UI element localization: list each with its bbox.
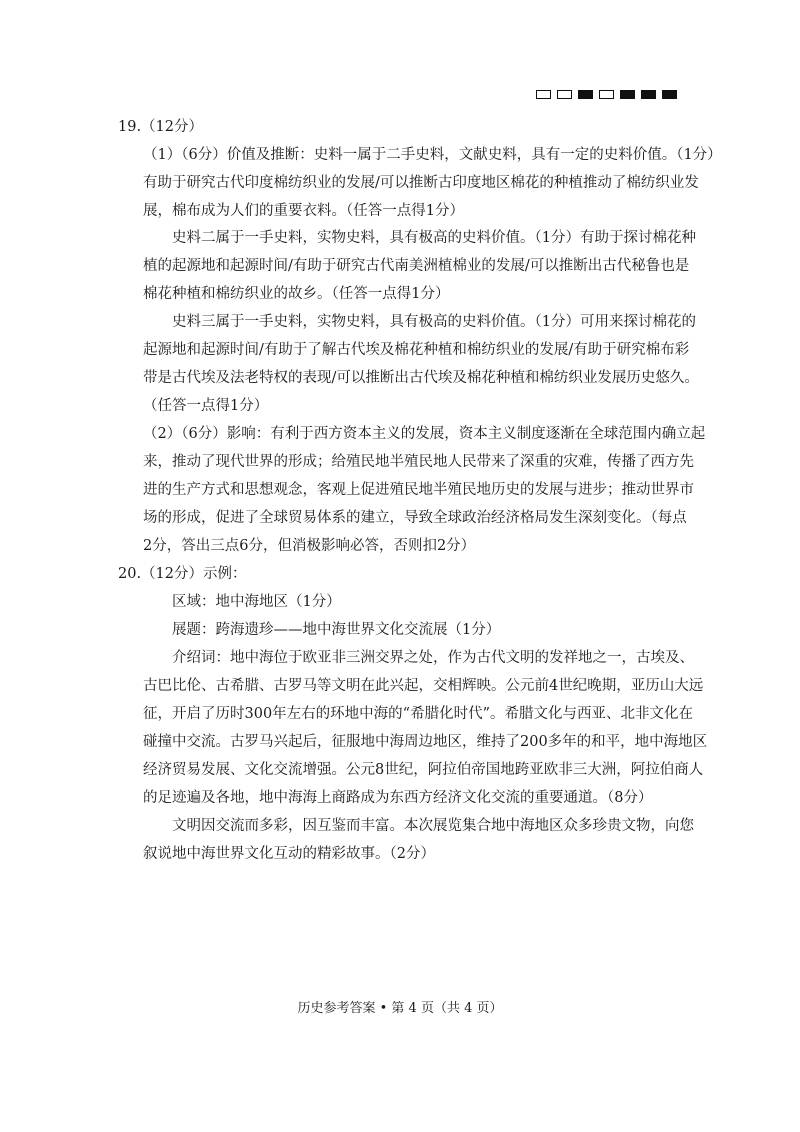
corner-mark-filled	[641, 90, 656, 99]
q20-intro-line: 碰撞中交流。古罗马兴起后，征服地中海周边地区，维持了200多年的和平，地中海地区	[143, 734, 708, 750]
q19-source2-line: 史料二属于一手史料，实物史料，具有极高的史料价值。（1分）有助于探讨棉花种	[172, 230, 696, 246]
q20-intro-line: 经济贸易发展、文化交流增强。公元8世纪，阿拉伯帝国地跨亚欧非三大洲，阿拉伯商人	[143, 762, 704, 778]
q19-part2-line: 来，推动了现代世界的形成；给殖民地半殖民地人民带来了深重的灾难，传播了西方先	[143, 454, 694, 470]
q19-source3-line: 带是古代埃及法老特权的表现/可以推断出古代埃及棉花种植和棉纺织业发展历史悠久。	[143, 370, 699, 386]
q19-part2-line: 2分，答出三点6分，但消极影响必答，否则扣2分）	[143, 538, 476, 554]
q20-region: 区域：地中海地区（1分）	[172, 594, 341, 610]
q20-closing-line: 叙说地中海世界文化互动的精彩故事。（2分）	[143, 846, 435, 862]
q19-part1-line: （1）（6分）价值及推断：史料一属于二手史料，文献史料，具有一定的史料价值。（1分）	[143, 147, 722, 163]
page-footer: 历史参考答案 • 第 4 页（共 4 页）	[297, 1001, 503, 1016]
corner-mark-filled	[620, 90, 635, 99]
q19-source2-line: 植的起源地和起源时间/有助于研究古代南美洲植棉业的发展/可以推断出古代秘鲁也是	[143, 258, 690, 274]
q20-intro-line: 介绍词：地中海位于欧亚非三洲交界之处，作为古代文明的发祥地之一，古埃及、	[172, 650, 694, 666]
corner-mark-filled	[578, 90, 593, 99]
q20-closing-line: 文明因交流而多彩，因互鉴而丰富。本次展览集合地中海地区众多珍贵文物，向您	[172, 818, 694, 834]
q20-theme: 展题：跨海遗珍——地中海世界文化交流展（1分）	[172, 622, 501, 638]
q19-header: 19.（12分）	[118, 119, 204, 135]
q19-source3-line: 史料三属于一手史料，实物史料，具有极高的史料价值。（1分）可用来探讨棉花的	[172, 314, 696, 330]
corner-mark-empty	[599, 90, 614, 99]
q20-intro-line: 古巴比伦、古希腊、古罗马等文明在此兴起，交相辉映。公元前4世纪晚期，亚历山大远	[143, 678, 704, 694]
q19-part2-line: 进的生产方式和思想观念，客观上促进殖民地半殖民地历史的发展与进步；推动世界市	[143, 482, 694, 498]
corner-mark-empty	[536, 90, 551, 99]
q20-intro-line: 的足迹遍及各地，地中海海上商路成为东西方经济文化交流的重要通道。（8分）	[143, 790, 653, 806]
q19-part2-line: （2）（6分）影响：有利于西方资本主义的发展，资本主义制度逐渐在全球范围内确立起	[143, 426, 706, 442]
q19-source3-line: （任答一点得1分）	[143, 398, 269, 414]
corner-mark-filled	[662, 90, 677, 99]
corner-marks	[536, 90, 677, 99]
q20-intro-line: 征，开启了历时300年左右的环地中海的“希腊化时代”。希腊文化与西亚、北非文化在	[143, 706, 693, 722]
q20-header: 20.（12分）示例：	[118, 566, 247, 582]
q19-source3-line: 起源地和起源时间/有助于了解古代埃及棉花种植和棉纺织业的发展/有助于研究棉布彩	[143, 342, 690, 358]
q19-part1-line: 展，棉布成为人们的重要衣料。（任答一点得1分）	[143, 203, 464, 219]
q19-source2-line: 棉花种植和棉纺织业的故乡。（任答一点得1分）	[143, 286, 450, 302]
q19-part1-line: 有助于研究古代印度棉纺织业的发展/可以推断古印度地区棉花的种植推动了棉纺织业发	[143, 175, 699, 191]
q19-part2-line: 场的形成，促进了全球贸易体系的建立，导致全球政治经济格局发生深刻变化。（每点	[143, 510, 687, 526]
corner-mark-empty	[557, 90, 572, 99]
